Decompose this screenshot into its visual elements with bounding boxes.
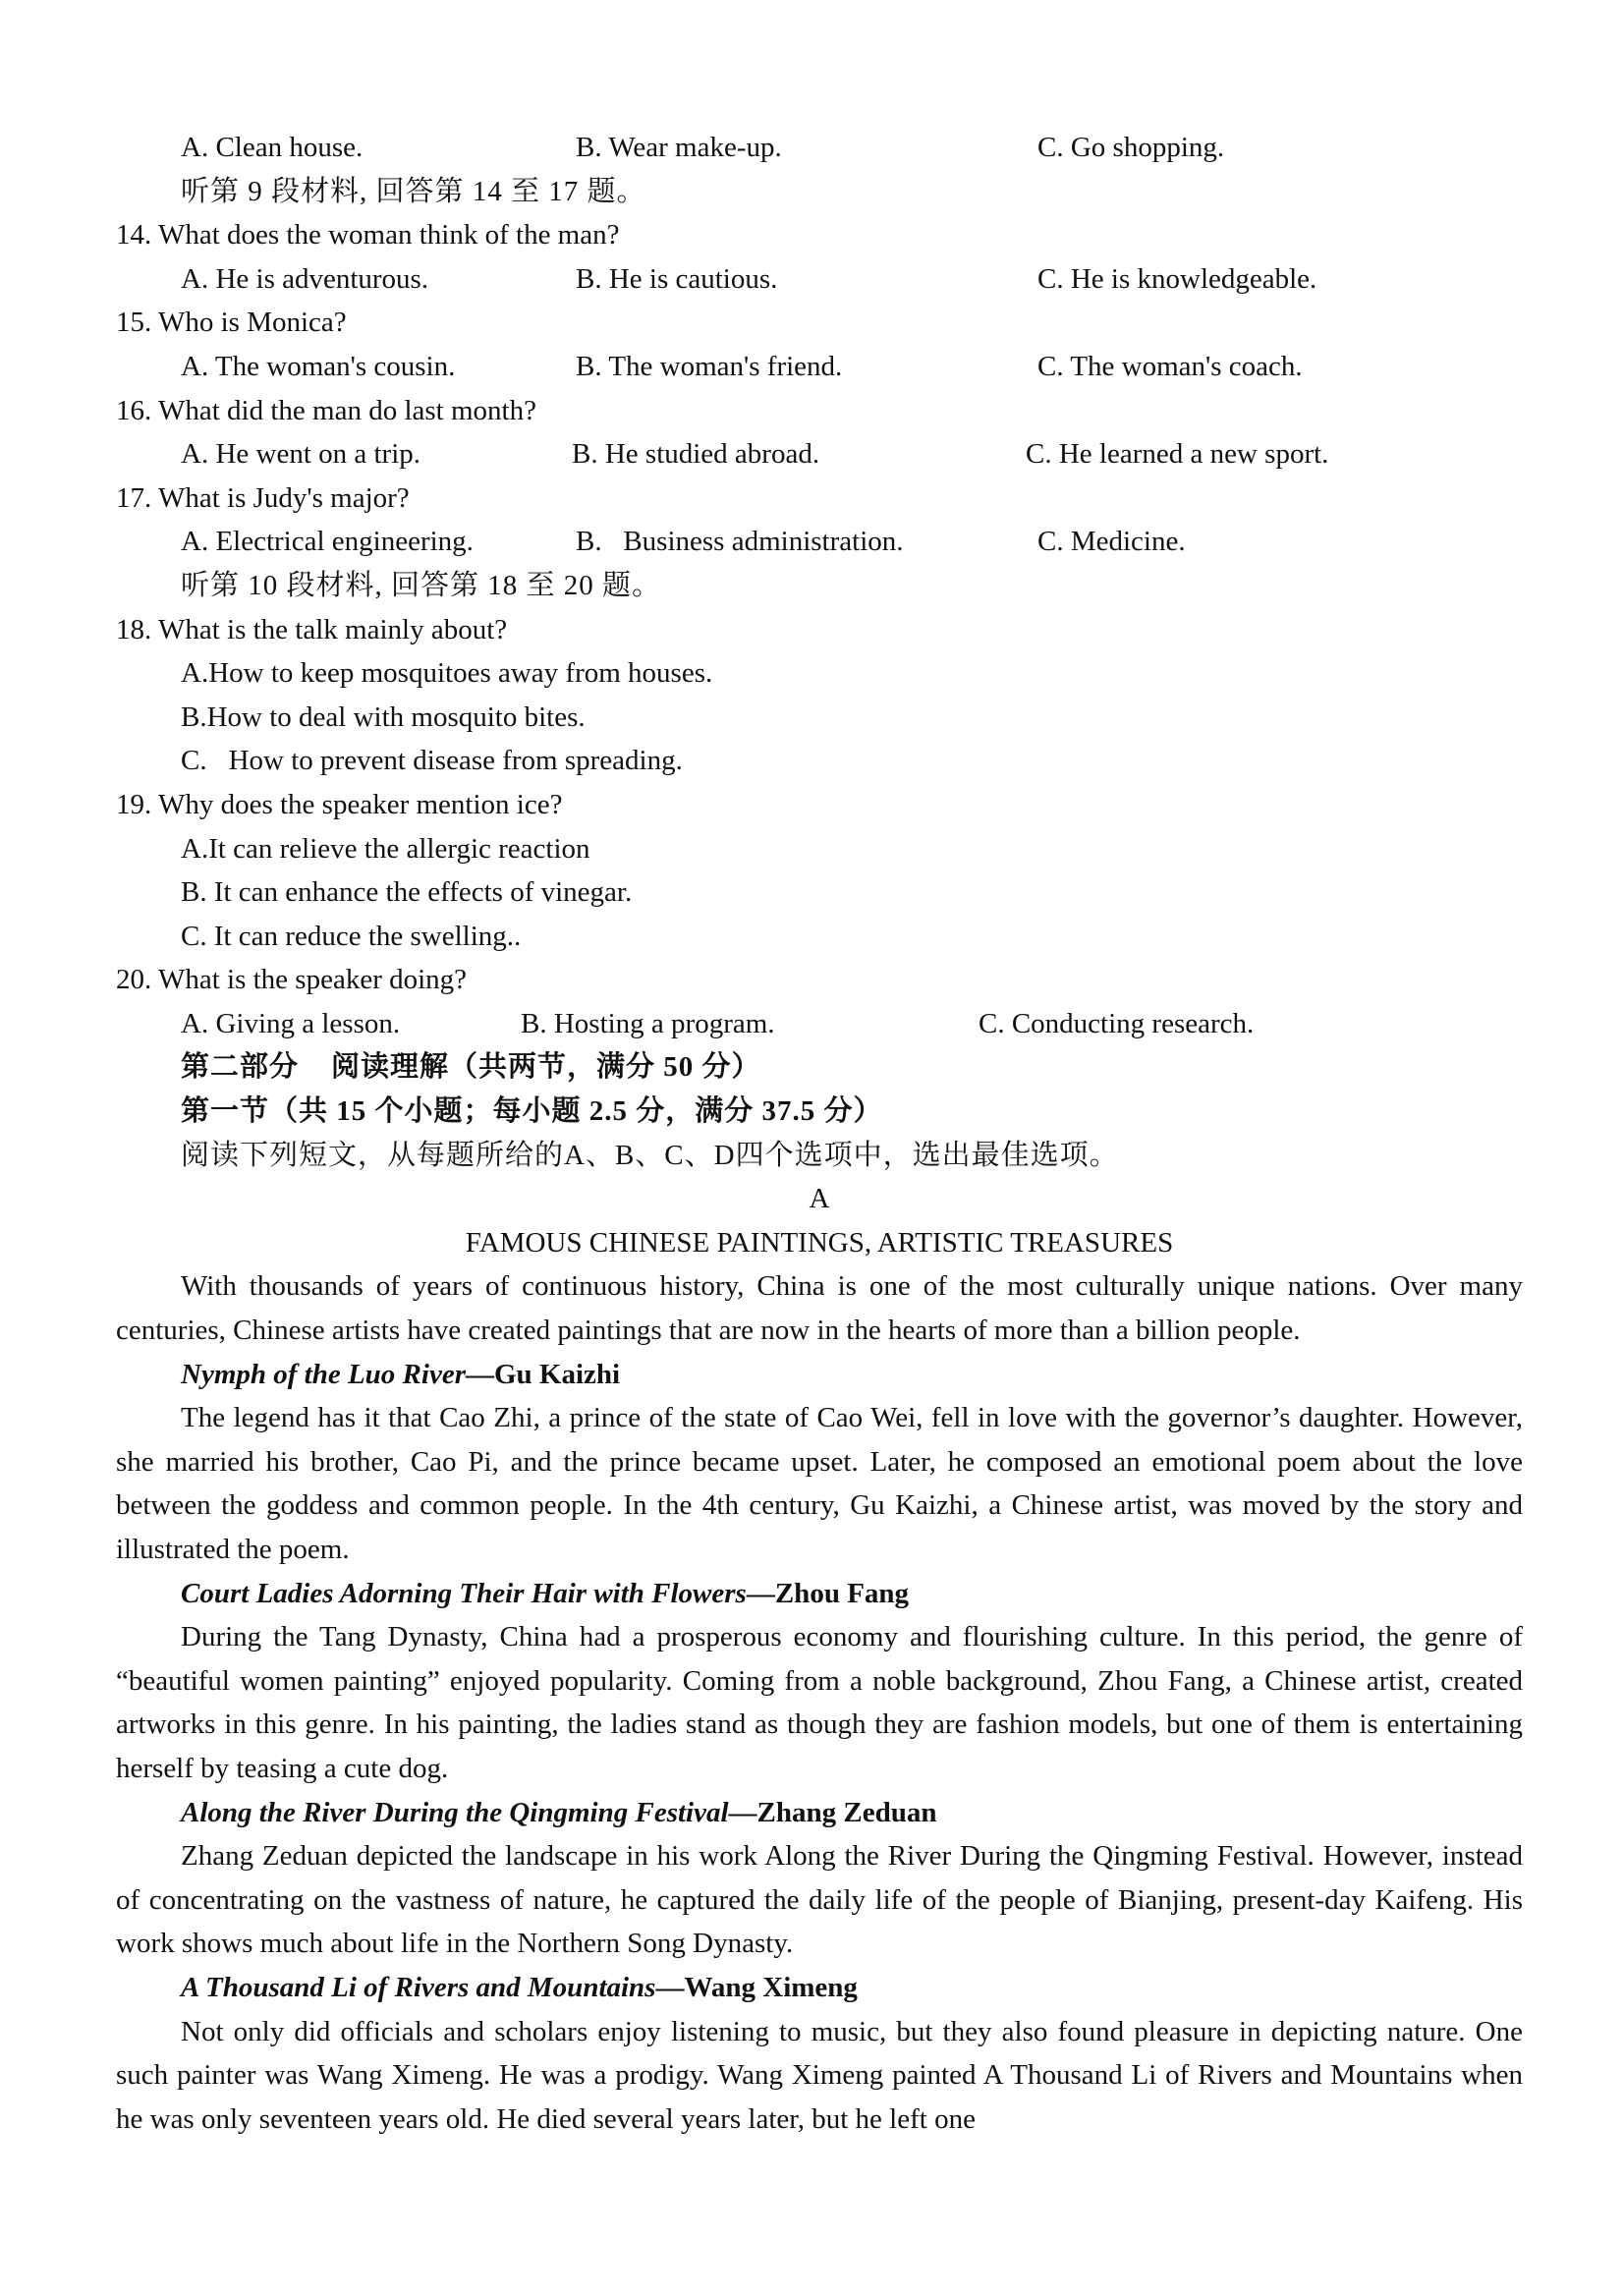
section-heading-1 [181, 1353, 1523, 1397]
q17-options [181, 520, 1523, 564]
q19-option-c: C. It can reduce the swelling.. [181, 920, 522, 952]
q19-question: 19. Why does the speaker mention ice? [116, 788, 563, 820]
q15-option-a: A. The woman's cousin. [181, 350, 456, 382]
q14-question: 14. What does the woman think of the man? [116, 219, 620, 252]
passage-letter: A [809, 1183, 830, 1215]
q17-option-a: A. Electrical engineering. [181, 526, 474, 558]
painting-artist-4: —Wang Ximeng [655, 1971, 858, 2003]
section-text-1: The legend has it that Cao Zhi, a prince of the state of Cao Wei, fell in love with the governor’s daughter. However, she married his brother, Cao Pi, and the prince became upset. Later, he composed an emotional poem about the love between the goddess and common people. In the 4th century, Gu Kaizhi, a Chinese artist, was moved by the story and illustrated the poem. [116, 1402, 1523, 1565]
section1-title: 第一节（共 15 个小题；每小题 2.5 分，满分 37.5 分） [181, 1095, 883, 1128]
section9-intro: 听第 9 段材料, 回答第 14 至 17 题。 [181, 175, 646, 207]
q16-options [181, 432, 1523, 476]
q20-option-b: B. Hosting a program. [521, 1007, 775, 1039]
q15-option-b: B. The woman's friend. [576, 350, 843, 382]
q14-option-a: A. He is adventurous. [181, 262, 429, 295]
q20-option-c: C. Conducting research. [979, 1007, 1255, 1039]
exam-page [116, 126, 1523, 2141]
q15-options [181, 345, 1523, 389]
reading-instruction: 阅读下列短文，从每题所给的A、B、C、D四个选项中，选出最佳选项。 [181, 1139, 1119, 1171]
painting-title-3: Along the River During the Qingming Festival [181, 1796, 729, 1828]
q17-option-c: C. Medicine. [1037, 526, 1186, 558]
q16-option-c: C. He learned a new sport. [1026, 438, 1329, 471]
q18-question: 18. What is the talk mainly about? [116, 613, 508, 645]
q19-option-b: B. It can enhance the effects of vinegar. [181, 876, 633, 909]
passage-title: FAMOUS CHINESE PAINTINGS, ARTISTIC TREASURES [465, 1226, 1174, 1259]
section-heading-2 [181, 1572, 1523, 1616]
q16-option-b: B. He studied abroad. [572, 438, 820, 471]
section-heading-3 [181, 1791, 1523, 1835]
section10-intro: 听第 10 段材料, 回答第 18 至 20 题。 [181, 569, 662, 601]
q13-option-a: A. Clean house. [181, 132, 364, 163]
q19-option-a: A.It can relieve the allergic reaction [181, 832, 590, 865]
q13-option-c: C. Go shopping. [1037, 132, 1225, 163]
section-text-2: During the Tang Dynasty, China had a prosperous economy and flourishing culture. In this period, the genre of “beautiful women painting” enjoyed popularity. Coming from a noble background, Zhou Fang, a Chinese artist, created artworks in this genre. In his painting, the ladies stand as though they are fashion models, but one of them is entertaining herself by teasing a cute dog. [116, 1621, 1523, 1784]
q14-options [181, 257, 1523, 302]
painting-artist-2: —Zhou Fang [746, 1577, 910, 1609]
painting-title-2: Court Ladies Adorning Their Hair with Flowers [181, 1577, 747, 1609]
section-text-4: Not only did officials and scholars enjoy listening to music, but they also found pleasure in depicting nature. One such painter was Wang Ximeng. He was a prodigy. Wang Ximeng painted A Thousand Li of Rivers and Mountains when he was only seventeen years old. He died several years later, but he left one [116, 2015, 1523, 2135]
q18-option-a: A.How to keep mosquitoes away from houses. [181, 657, 713, 690]
q16-question: 16. What did the man do last month? [116, 394, 536, 426]
q15-question: 15. Who is Monica? [116, 307, 347, 339]
q18-option-c-text: How to prevent disease from spreading. [228, 745, 683, 777]
q17-question: 17. What is Judy's major? [116, 481, 410, 514]
q13-options [181, 126, 1523, 170]
q20-options [181, 1002, 1523, 1046]
passage-intro: With thousands of years of continuous history, China is one of the most culturally unique nations. Over many centuries, Chinese artists have created paintings that are now in the hearts of more than a billion people. [116, 1270, 1523, 1347]
section-heading-4 [181, 1966, 1523, 2010]
q15-option-c: C. The woman's coach. [1037, 350, 1303, 382]
q14-option-b: B. He is cautious. [576, 262, 778, 295]
part2-title: 第二部分 阅读理解（共两节，满分 50 分） [181, 1051, 761, 1084]
painting-title-1: Nymph of the Luo River [181, 1358, 466, 1390]
q18-option-c [181, 739, 1523, 783]
painting-artist-1: —Gu Kaizhi [466, 1358, 621, 1390]
q17-option-b: B. Business administration. [576, 526, 904, 558]
q20-question: 20. What is the speaker doing? [116, 964, 468, 996]
q14-option-c: C. He is knowledgeable. [1037, 262, 1317, 295]
painting-title-4: A Thousand Li of Rivers and Mountains [181, 1971, 656, 2003]
q13-option-b: B. Wear make-up. [576, 132, 782, 163]
q18-option-b: B.How to deal with mosquito bites. [181, 700, 586, 733]
q20-option-a: A. Giving a lesson. [181, 1007, 401, 1039]
q16-option-a: A. He went on a trip. [181, 438, 421, 471]
painting-artist-3: —Zhang Zeduan [728, 1796, 937, 1828]
section-text-3: Zhang Zeduan depicted the landscape in his work Along the River During the Qingming Festival. However, instead of concentrating on the vastness of nature, he captured the daily life of the people of Bianjing, present-day Kaifeng. His work shows much about life in the Northern Song Dynasty. [116, 1840, 1523, 1960]
q18-option-c-letter: C. [181, 745, 207, 777]
